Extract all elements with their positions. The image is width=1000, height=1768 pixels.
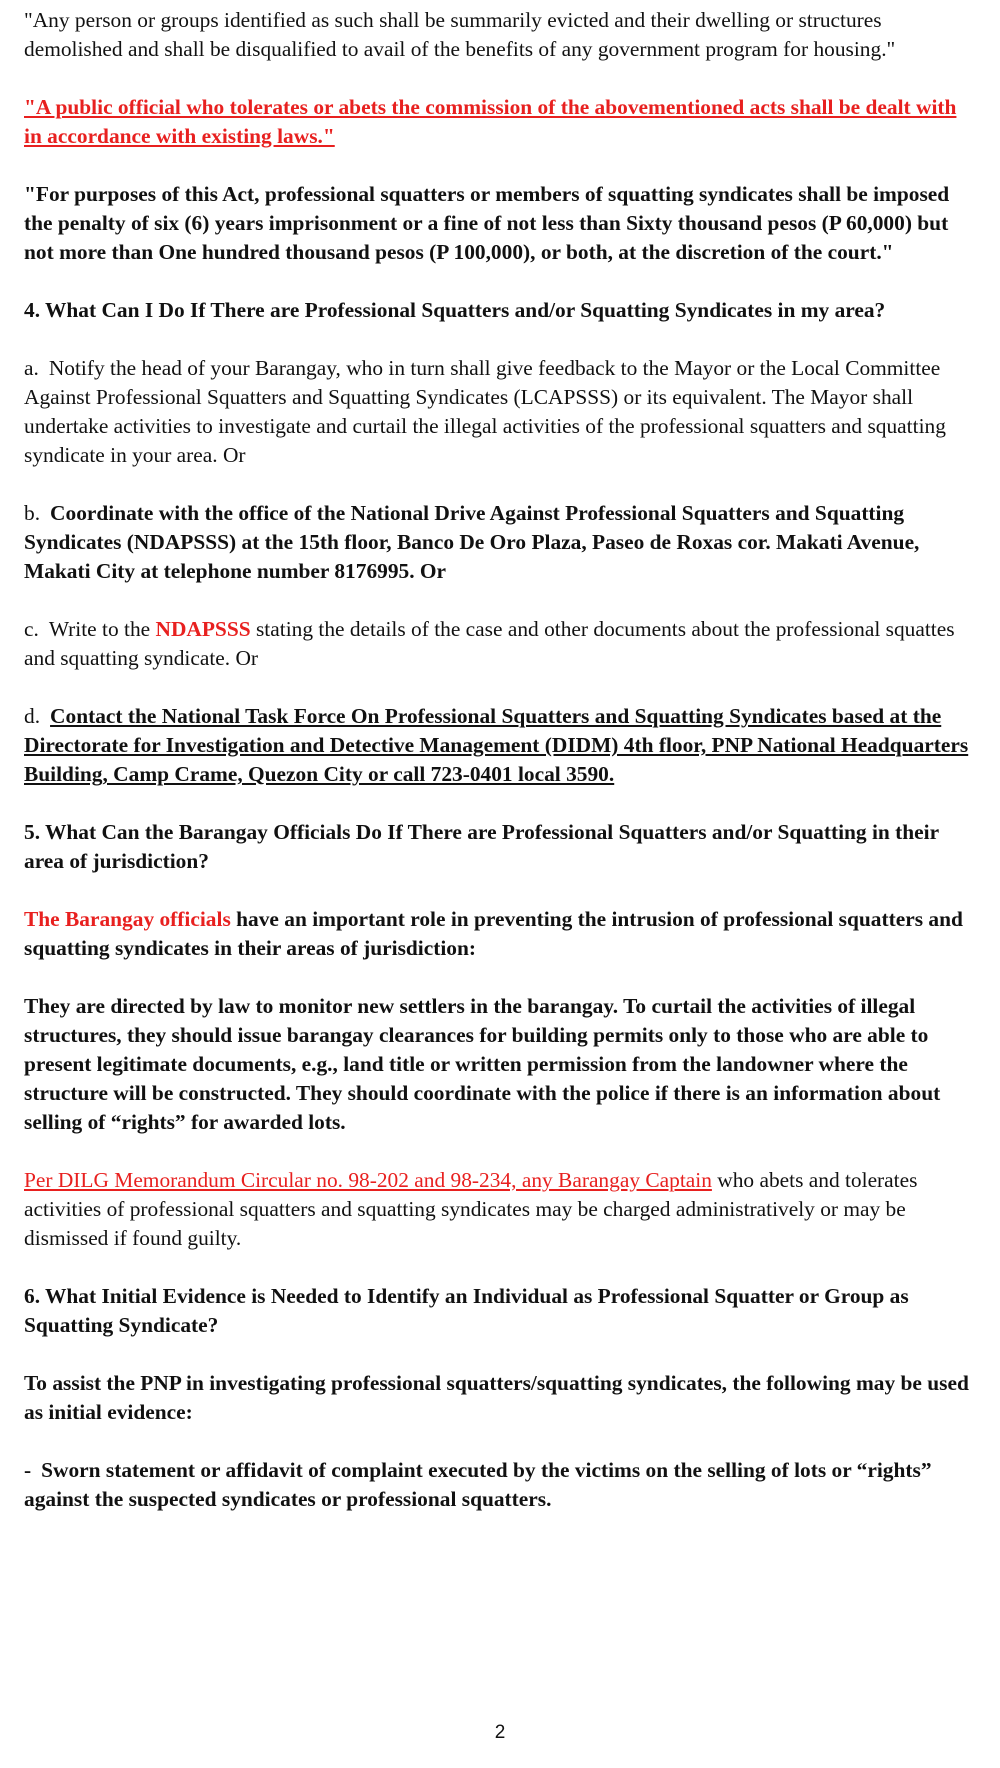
section-4-item-b bbox=[24, 499, 974, 586]
section-5-intro-rest: have an important role in preventing the intrusion of professional squatters and squatting syndicates in their areas of jurisdiction: bbox=[24, 907, 963, 960]
section-6-bullet bbox=[24, 1456, 974, 1514]
item-c-pre: Write to the bbox=[48, 617, 151, 641]
section-5-dilg-paragraph bbox=[24, 1166, 974, 1253]
section-4-heading: 4. What Can I Do If There are Professional Squatters and/or Squatting Syndicates in my area? bbox=[24, 298, 886, 322]
section-5-heading: 5. What Can the Barangay Officials Do If There are Professional Squatters and/or Squatting in their area of jurisdiction? bbox=[24, 820, 939, 873]
section-4-item-d bbox=[24, 702, 974, 789]
item-c-post: stating the details of the case and other documents about the professional squattes and squatting syndicate. Or bbox=[24, 617, 955, 670]
section-6-heading: 6. What Initial Evidence is Needed to Identify an Individual as Professional Squatter or Group as Squatting Syndicate? bbox=[24, 1284, 909, 1337]
item-c-ndapsss: NDAPSSS bbox=[155, 617, 251, 641]
quote-eviction-paragraph: "Any person or groups identified as such shall be summarily evicted and their dwelling or structures demolished and shall be disqualified to avail of the benefits of any government program for housing." bbox=[24, 8, 896, 61]
item-b-label: b. bbox=[24, 501, 41, 525]
section-5-directed-paragraph: They are directed by law to monitor new settlers in the barangay. To curtail the activities of illegal structures, they should issue barangay clearances for building permits only to those who are able to present legitimate documents, e.g., land title or written permission from the landowner where the structure will be constructed. They should coordinate with the police if there is an information about selling of “rights” for awarded lots. bbox=[24, 994, 941, 1134]
document-page bbox=[24, 6, 974, 1543]
page-number: 2 bbox=[494, 1722, 506, 1743]
item-d-text: Contact the National Task Force On Professional Squatters and Squatting Syndicates based at the Directorate for Investigation and Detective Management (DIDM) 4th floor, PNP National Headquarters Building, Camp Crame, Quezon City or call 723-0401 local 3590. bbox=[24, 704, 969, 786]
item-a-label: a. bbox=[24, 356, 39, 380]
dilg-paragraph-rest: who abets and tolerates activities of professional squatters and squatting syndicates may be charged administratively or may be dismissed if found guilty. bbox=[24, 1168, 918, 1250]
section-4-item-c bbox=[24, 615, 974, 673]
item-d-label: d. bbox=[24, 704, 41, 728]
section-4-item-a bbox=[24, 354, 974, 470]
bullet-text: Sworn statement or affidavit of complaint executed by the victims on the selling of lots or “rights” against the suspected syndicates or professional squatters. bbox=[24, 1458, 932, 1511]
quote-penalty-paragraph: "For purposes of this Act, professional squatters or members of squatting syndicates shall be imposed the penalty of six (6) years imprisonment or a fine of not less than Sixty thousand pesos (P 60,000) but not more than One hundred thousand pesos (P 100,000), or both, at the discretion of the court." bbox=[24, 182, 950, 264]
item-b-text: Coordinate with the office of the National Drive Against Professional Squatters and Squatting Syndicates (NDAPSSS) at the 15th floor, Banco De Oro Plaza, Paseo de Roxas cor. Makati Avenue, Makati City at telephone number 8176995. Or bbox=[24, 501, 920, 583]
barangay-officials-highlight: The Barangay officials bbox=[24, 907, 231, 931]
item-c-label: c. bbox=[24, 617, 39, 641]
bullet-mark: - bbox=[24, 1458, 32, 1482]
item-a-text: Notify the head of your Barangay, who in turn shall give feedback to the Mayor or the Local Committee Against Professional Squatters and Squatting Syndicates (LCAPSSS) or its equivalent. The Mayor shall undertake activities to investigate and curtail the illegal activities of the professional squatters and squatting syndicate in your area. Or bbox=[24, 356, 946, 467]
dilg-memorandum-highlight: Per DILG Memorandum Circular no. 98-202 and 98-234, any Barangay Captain bbox=[24, 1168, 712, 1192]
quote-public-official-paragraph: "A public official who tolerates or abets the commission of the abovementioned acts shall be dealt with in accordance with existing laws." bbox=[24, 95, 957, 148]
section-6-assist-paragraph: To assist the PNP in investigating professional squatters/squatting syndicates, the following may be used as initial evidence: bbox=[24, 1371, 969, 1424]
section-5-intro bbox=[24, 905, 974, 963]
